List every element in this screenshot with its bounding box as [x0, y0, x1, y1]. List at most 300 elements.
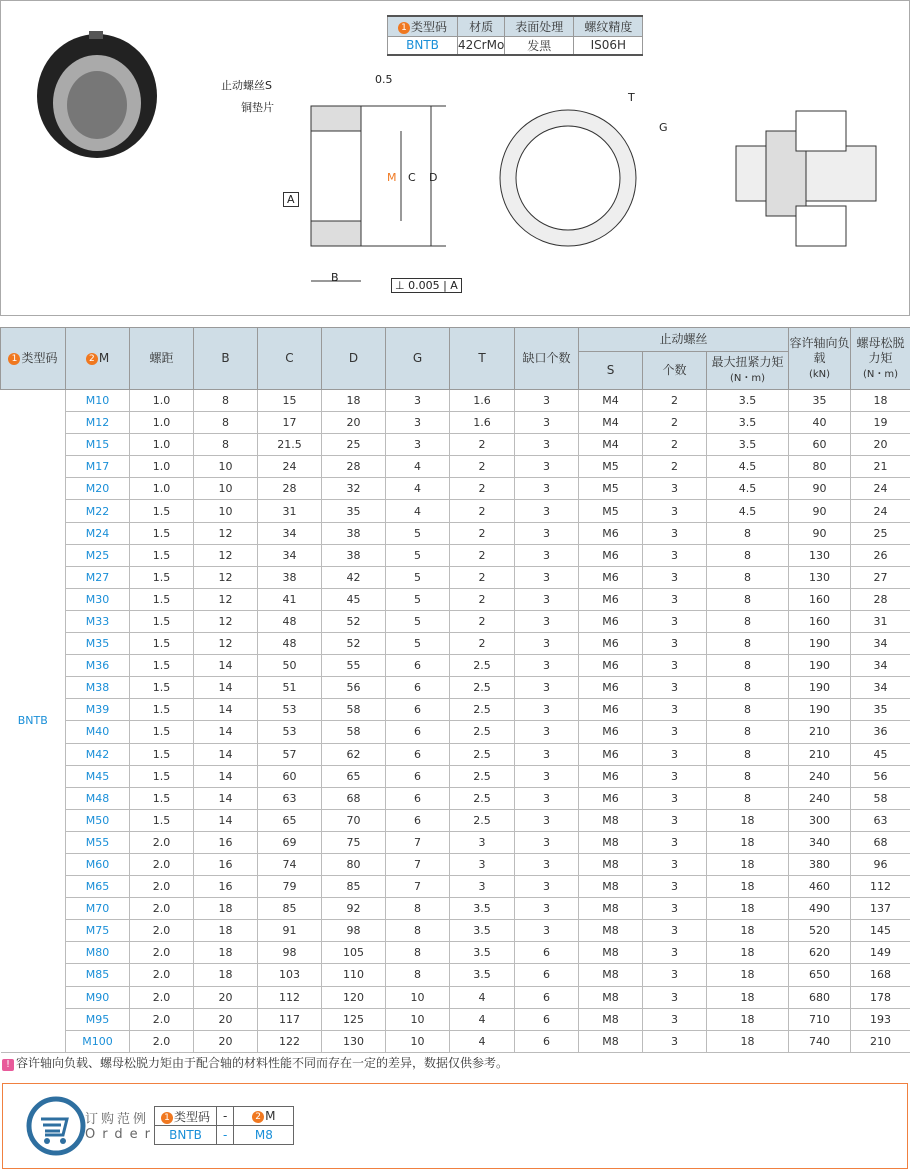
table-cell: 3 [450, 876, 515, 898]
table-cell: 460 [789, 876, 851, 898]
table-cell: 60 [789, 434, 851, 456]
table-cell: 3 [515, 677, 579, 699]
table-cell: 3 [643, 787, 707, 809]
table-cell: 3 [643, 809, 707, 831]
table-cell: M80 [66, 942, 130, 964]
table-cell: 8 [707, 743, 789, 765]
table-cell: 2.0 [130, 898, 194, 920]
table-cell: 12 [194, 633, 258, 655]
table-cell: 6 [386, 787, 450, 809]
spec-h-type: 1 类型码 [388, 16, 458, 36]
table-cell: 3 [515, 787, 579, 809]
table-cell: 62 [322, 743, 386, 765]
table-cell: 2.5 [450, 809, 515, 831]
order-m-value: M8 [234, 1126, 294, 1145]
table-row [1, 544, 910, 566]
table-cell: 680 [789, 986, 851, 1008]
label-b: B [331, 271, 339, 284]
table-cell: 3 [643, 588, 707, 610]
table-cell: 3.5 [450, 964, 515, 986]
table-cell: 14 [194, 743, 258, 765]
table-cell: 120 [322, 986, 386, 1008]
table-cell: 20 [194, 986, 258, 1008]
table-cell: 1.0 [130, 412, 194, 434]
col-m: 2 M [66, 328, 130, 390]
table-cell: M90 [66, 986, 130, 1008]
table-row [1, 876, 910, 898]
table-row [1, 522, 910, 544]
table-cell: 2 [643, 390, 707, 412]
table-cell: M24 [66, 522, 130, 544]
table-cell: 74 [258, 853, 322, 875]
table-cell: 2.5 [450, 699, 515, 721]
table-row [1, 942, 910, 964]
table-cell: 6 [515, 942, 579, 964]
table-cell: 2 [450, 566, 515, 588]
table-cell: 2 [450, 434, 515, 456]
table-cell: 3 [643, 699, 707, 721]
table-cell: 18 [194, 964, 258, 986]
table-cell: 96 [851, 853, 910, 875]
table-cell: 122 [258, 1030, 322, 1052]
table-cell: 8 [707, 765, 789, 787]
table-cell: 14 [194, 787, 258, 809]
label-copper-pad: 铜垫片 [241, 101, 274, 114]
table-cell: 18 [707, 920, 789, 942]
table-cell: 1.0 [130, 390, 194, 412]
table-cell: 34 [258, 522, 322, 544]
table-cell: 3 [515, 876, 579, 898]
table-cell: 79 [258, 876, 322, 898]
label-m: M [387, 171, 397, 184]
table-row [1, 787, 910, 809]
table-cell: M35 [66, 633, 130, 655]
table-cell: 1.5 [130, 787, 194, 809]
table-cell: 8 [707, 655, 789, 677]
table-cell: 70 [322, 809, 386, 831]
table-cell: 18 [707, 831, 789, 853]
table-cell: 63 [851, 809, 910, 831]
table-row [1, 390, 910, 412]
table-cell: 8 [194, 412, 258, 434]
table-cell: M33 [66, 610, 130, 632]
table-cell: 14 [194, 721, 258, 743]
table-row [1, 677, 910, 699]
table-cell: 10 [386, 986, 450, 1008]
table-cell: M5 [579, 500, 643, 522]
table-cell: 1.5 [130, 544, 194, 566]
col-b: B [194, 328, 258, 390]
table-cell: 3 [515, 478, 579, 500]
table-cell: 190 [789, 633, 851, 655]
table-cell: 24 [851, 500, 910, 522]
col-notches: 缺口个数 [515, 328, 579, 390]
table-row [1, 765, 910, 787]
table-cell: 2 [450, 610, 515, 632]
table-cell: 2.0 [130, 986, 194, 1008]
table-cell: 14 [194, 809, 258, 831]
table-cell: 45 [322, 588, 386, 610]
table-cell: 3 [515, 544, 579, 566]
table-cell: 38 [322, 522, 386, 544]
table-cell: M5 [579, 478, 643, 500]
col-group-set-screw: 止动螺丝 [579, 328, 789, 352]
table-cell: 6 [386, 743, 450, 765]
table-row [1, 456, 910, 478]
table-cell: M65 [66, 876, 130, 898]
table-cell: 55 [322, 655, 386, 677]
table-cell: 149 [851, 942, 910, 964]
table-cell: 5 [386, 588, 450, 610]
table-row [1, 964, 910, 986]
table-row [1, 588, 910, 610]
table-cell: 3 [515, 809, 579, 831]
table-cell: 17 [258, 412, 322, 434]
table-cell: 3 [515, 699, 579, 721]
table-cell: 2 [450, 456, 515, 478]
table-cell: M4 [579, 434, 643, 456]
table-cell: 1.5 [130, 633, 194, 655]
table-cell: 1.5 [130, 743, 194, 765]
table-cell: 24 [851, 478, 910, 500]
table-cell: 3 [515, 743, 579, 765]
table-cell: 35 [851, 699, 910, 721]
table-cell: 2.0 [130, 942, 194, 964]
table-cell: 58 [322, 721, 386, 743]
spec-type: BNTB [388, 36, 458, 55]
table-cell: 6 [386, 655, 450, 677]
table-cell: 240 [789, 765, 851, 787]
table-cell: M8 [579, 898, 643, 920]
col-load: 容许轴向负载 (kN) [789, 328, 851, 390]
table-cell: M95 [66, 1008, 130, 1030]
table-cell: M20 [66, 478, 130, 500]
table-cell: 7 [386, 876, 450, 898]
table-cell: 4.5 [707, 500, 789, 522]
table-cell: M5 [579, 456, 643, 478]
table-cell: 125 [322, 1008, 386, 1030]
table-cell: 34 [851, 677, 910, 699]
table-cell: 2 [643, 456, 707, 478]
table-cell: 3 [515, 655, 579, 677]
table-cell: 3 [643, 743, 707, 765]
spec-table [387, 15, 643, 56]
table-cell: 2 [450, 544, 515, 566]
table-cell: 90 [789, 500, 851, 522]
table-cell: 18 [707, 898, 789, 920]
front-view-drawing [496, 96, 646, 261]
table-cell: 2 [450, 478, 515, 500]
table-cell: 53 [258, 721, 322, 743]
table-cell: 25 [322, 434, 386, 456]
table-cell: 650 [789, 964, 851, 986]
table-cell: 18 [194, 898, 258, 920]
order-title: 订购范例 [85, 1112, 150, 1127]
spec-h-thread: 螺纹精度 [574, 16, 643, 36]
table-cell: 112 [851, 876, 910, 898]
table-cell: 48 [258, 610, 322, 632]
table-cell: 2.0 [130, 920, 194, 942]
table-cell: 12 [194, 522, 258, 544]
table-cell: 18 [707, 1008, 789, 1030]
table-cell: 3 [515, 633, 579, 655]
table-cell: 25 [851, 522, 910, 544]
table-cell: 8 [707, 699, 789, 721]
table-cell: M4 [579, 390, 643, 412]
type-cell: BNTB [1, 390, 66, 1053]
table-cell: 210 [789, 743, 851, 765]
table-cell: 18 [194, 942, 258, 964]
table-cell: 58 [851, 787, 910, 809]
table-cell: 3 [643, 610, 707, 632]
table-cell: 3 [643, 876, 707, 898]
table-cell: 2.0 [130, 853, 194, 875]
label-datum: A [283, 192, 299, 207]
table-cell: 35 [789, 390, 851, 412]
table-cell: M17 [66, 456, 130, 478]
table-cell: M25 [66, 544, 130, 566]
table-cell: 3 [386, 412, 450, 434]
table-cell: 2 [450, 522, 515, 544]
table-cell: 3 [515, 831, 579, 853]
table-cell: 112 [258, 986, 322, 1008]
table-cell: 18 [707, 942, 789, 964]
table-cell: 2.5 [450, 765, 515, 787]
table-cell: 3 [643, 765, 707, 787]
table-row [1, 478, 910, 500]
table-cell: M6 [579, 633, 643, 655]
table-row [1, 566, 910, 588]
table-cell: 178 [851, 986, 910, 1008]
table-cell: M8 [579, 876, 643, 898]
table-cell: 16 [194, 853, 258, 875]
table-row [1, 986, 910, 1008]
table-cell: M27 [66, 566, 130, 588]
table-cell: 300 [789, 809, 851, 831]
table-cell: M8 [579, 1008, 643, 1030]
table-cell: M70 [66, 898, 130, 920]
table-cell: 1.0 [130, 478, 194, 500]
note: ! 容许轴向负载、螺母松脱力矩由于配合轴的材料性能不同而存在一定的差异，数据仅供参考。 [2, 1054, 508, 1071]
table-cell: 4 [450, 1008, 515, 1030]
table-cell: 6 [515, 1030, 579, 1052]
table-cell: 18 [707, 1030, 789, 1052]
table-cell: 42 [322, 566, 386, 588]
table-cell: 3 [515, 920, 579, 942]
table-cell: 2 [450, 588, 515, 610]
table-cell: 190 [789, 699, 851, 721]
table-cell: M22 [66, 500, 130, 522]
table-cell: 8 [707, 588, 789, 610]
label-d: D [429, 171, 438, 184]
table-cell: 5 [386, 566, 450, 588]
table-cell: 58 [322, 699, 386, 721]
table-cell: 1.5 [130, 809, 194, 831]
table-cell: 8 [386, 964, 450, 986]
table-cell: 2.0 [130, 876, 194, 898]
table-cell: 3 [515, 412, 579, 434]
table-cell: 5 [386, 522, 450, 544]
table-cell: 8 [386, 898, 450, 920]
table-cell: 18 [707, 964, 789, 986]
table-row [1, 831, 910, 853]
table-cell: 6 [386, 809, 450, 831]
table-cell: 3.5 [450, 942, 515, 964]
table-cell: 12 [194, 610, 258, 632]
table-cell: 3 [643, 544, 707, 566]
table-cell: 98 [258, 942, 322, 964]
col-pitch: 螺距 [130, 328, 194, 390]
table-cell: 14 [194, 677, 258, 699]
table-cell: 10 [386, 1008, 450, 1030]
table-cell: 8 [707, 544, 789, 566]
table-cell: 3 [643, 942, 707, 964]
table-cell: 20 [322, 412, 386, 434]
table-cell: 3 [450, 853, 515, 875]
table-cell: 2.5 [450, 721, 515, 743]
table-cell: 1.6 [450, 390, 515, 412]
table-cell: 48 [258, 633, 322, 655]
table-cell: 160 [789, 588, 851, 610]
table-cell: 38 [258, 566, 322, 588]
table-cell: 10 [194, 456, 258, 478]
table-cell: M42 [66, 743, 130, 765]
table-cell: 3 [515, 898, 579, 920]
table-cell: 3 [643, 831, 707, 853]
table-cell: 6 [386, 677, 450, 699]
label-gap: 0.5 [375, 73, 393, 86]
table-cell: 3 [515, 610, 579, 632]
label-c: C [408, 171, 416, 184]
table-cell: 2 [643, 412, 707, 434]
section-drawing [271, 71, 481, 301]
table-cell: 240 [789, 787, 851, 809]
table-cell: 16 [194, 876, 258, 898]
table-cell: 3 [515, 765, 579, 787]
table-cell: 57 [258, 743, 322, 765]
table-cell: M15 [66, 434, 130, 456]
table-cell: 1.5 [130, 721, 194, 743]
table-cell: 38 [322, 544, 386, 566]
table-cell: 8 [707, 522, 789, 544]
table-cell: M6 [579, 677, 643, 699]
table-cell: 740 [789, 1030, 851, 1052]
table-cell: 40 [789, 412, 851, 434]
table-cell: 103 [258, 964, 322, 986]
table-cell: 56 [322, 677, 386, 699]
table-cell: M8 [579, 942, 643, 964]
table-cell: 1.5 [130, 566, 194, 588]
table-cell: 3 [643, 633, 707, 655]
table-cell: 2 [450, 500, 515, 522]
table-cell: M100 [66, 1030, 130, 1052]
table-cell: 8 [707, 677, 789, 699]
table-cell: M45 [66, 765, 130, 787]
table-cell: 3 [643, 478, 707, 500]
table-cell: 2.0 [130, 964, 194, 986]
table-cell: 18 [322, 390, 386, 412]
table-cell: 3 [386, 434, 450, 456]
table-cell: 3 [515, 500, 579, 522]
table-cell: M6 [579, 699, 643, 721]
table-cell: M8 [579, 964, 643, 986]
table-cell: 3.5 [707, 390, 789, 412]
label-t: T [628, 91, 635, 104]
col-type: 1 类型码 [1, 328, 66, 390]
table-cell: 3 [643, 853, 707, 875]
table-cell: 1.5 [130, 677, 194, 699]
table-cell: 4 [450, 986, 515, 1008]
cart-icon [25, 1095, 87, 1157]
table-cell: 20 [194, 1030, 258, 1052]
table-cell: M6 [579, 522, 643, 544]
table-cell: 4 [386, 456, 450, 478]
table-row [1, 610, 910, 632]
table-cell: 52 [322, 610, 386, 632]
table-cell: 60 [258, 765, 322, 787]
table-cell: 5 [386, 633, 450, 655]
table-cell: 620 [789, 942, 851, 964]
table-cell: 21 [851, 456, 910, 478]
table-cell: 5 [386, 544, 450, 566]
table-cell: M8 [579, 920, 643, 942]
table-cell: 18 [707, 809, 789, 831]
table-cell: 3.5 [707, 434, 789, 456]
table-cell: 27 [851, 566, 910, 588]
table-cell: M38 [66, 677, 130, 699]
table-cell: 24 [258, 456, 322, 478]
order-table: 1 类型码 - 2 M BNTB - M8 [154, 1106, 294, 1145]
table-cell: 90 [789, 522, 851, 544]
table-cell: 1.5 [130, 588, 194, 610]
table-cell: 8 [707, 566, 789, 588]
table-cell: 69 [258, 831, 322, 853]
col-loosen: 螺母松脱力矩 (N・m) [851, 328, 910, 390]
table-cell: 520 [789, 920, 851, 942]
table-cell: 34 [851, 655, 910, 677]
table-cell: 3 [643, 677, 707, 699]
table-cell: 10 [386, 1030, 450, 1052]
table-cell: 160 [789, 610, 851, 632]
table-row [1, 809, 910, 831]
table-row [1, 920, 910, 942]
table-cell: M10 [66, 390, 130, 412]
table-cell: M6 [579, 544, 643, 566]
col-c: C [258, 328, 322, 390]
table-cell: 28 [258, 478, 322, 500]
col-s: S [579, 352, 643, 390]
table-cell: 65 [258, 809, 322, 831]
table-cell: M85 [66, 964, 130, 986]
table-cell: 8 [386, 942, 450, 964]
product-photo [29, 21, 164, 171]
table-cell: 4 [386, 478, 450, 500]
table-cell: M6 [579, 743, 643, 765]
table-cell: 2 [643, 434, 707, 456]
table-cell: 6 [515, 964, 579, 986]
table-cell: 51 [258, 677, 322, 699]
table-cell: 3 [515, 721, 579, 743]
table-cell: 2.5 [450, 655, 515, 677]
table-cell: 8 [707, 633, 789, 655]
table-cell: M6 [579, 566, 643, 588]
table-cell: 110 [322, 964, 386, 986]
table-cell: M8 [579, 986, 643, 1008]
table-cell: 50 [258, 655, 322, 677]
table-cell: 380 [789, 853, 851, 875]
table-cell: 3 [643, 1030, 707, 1052]
table-cell: 3 [515, 456, 579, 478]
